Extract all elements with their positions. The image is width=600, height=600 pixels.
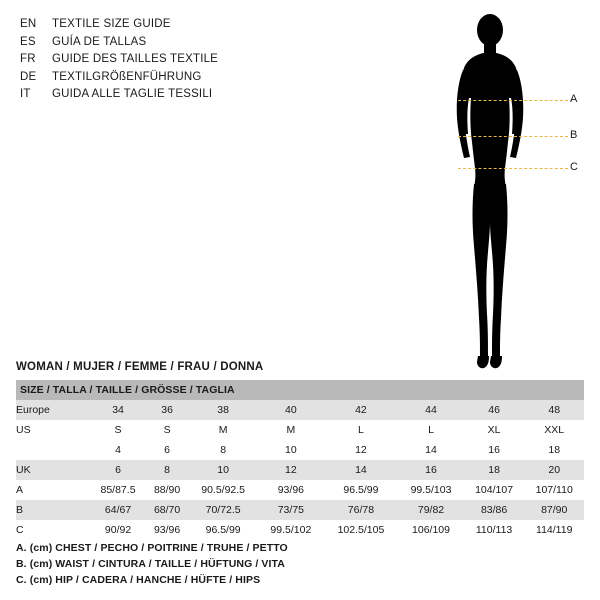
row-cell: 99.5/103 bbox=[398, 480, 463, 500]
table-row bbox=[16, 520, 584, 540]
row-cell: 16 bbox=[464, 440, 525, 460]
measurement-legend bbox=[16, 540, 288, 588]
row-cell: 106/109 bbox=[398, 520, 463, 540]
row-cell: 88/90 bbox=[146, 480, 188, 500]
row-cell: 68/70 bbox=[146, 500, 188, 520]
row-cell: L bbox=[398, 420, 463, 440]
row-cell: 85/87.5 bbox=[90, 480, 146, 500]
language-code-de: DE bbox=[20, 70, 37, 83]
row-cell: 38 bbox=[188, 400, 258, 420]
measure-line-c bbox=[458, 168, 568, 169]
language-code-en: EN bbox=[20, 18, 37, 30]
row-label bbox=[16, 440, 90, 460]
row-cell: S bbox=[90, 420, 146, 440]
row-cell: L bbox=[324, 420, 399, 440]
row-cell: 8 bbox=[188, 440, 258, 460]
section-title-woman: WOMAN / MUJER / FEMME / FRAU / DONNA bbox=[16, 361, 264, 373]
row-label: C bbox=[16, 520, 90, 540]
language-row-it bbox=[20, 86, 350, 104]
row-cell: 14 bbox=[324, 460, 399, 480]
measure-line-b bbox=[458, 136, 568, 137]
row-cell: 42 bbox=[324, 400, 399, 420]
row-cell: 6 bbox=[146, 440, 188, 460]
silhouette-icon bbox=[430, 8, 590, 378]
language-text-es: GUÍA DE TALLAS bbox=[52, 35, 147, 48]
row-cell: 90.5/92.5 bbox=[188, 480, 258, 500]
row-cell: 96.5/99 bbox=[324, 480, 399, 500]
row-cell: 96.5/99 bbox=[188, 520, 258, 540]
row-cell: 46 bbox=[464, 400, 525, 420]
size-table-wrap bbox=[16, 380, 584, 540]
legend-line-c: C. (cm) HIP / CADERA / HANCHE / HÜFTE / HIPS bbox=[16, 574, 261, 586]
row-cell: 12 bbox=[258, 460, 323, 480]
row-cell: 114/119 bbox=[524, 520, 584, 540]
measure-line-a bbox=[458, 100, 568, 101]
row-cell: XL bbox=[464, 420, 525, 440]
table-row bbox=[16, 480, 584, 500]
row-cell: 93/96 bbox=[146, 520, 188, 540]
row-cell: 10 bbox=[258, 440, 323, 460]
row-label: B bbox=[16, 500, 90, 520]
row-cell: 90/92 bbox=[90, 520, 146, 540]
row-cell: 18 bbox=[464, 460, 525, 480]
row-cell: 4 bbox=[90, 440, 146, 460]
row-cell: XXL bbox=[524, 420, 584, 440]
row-cell: 110/113 bbox=[464, 520, 525, 540]
row-cell: 18 bbox=[524, 440, 584, 460]
row-cell: 76/78 bbox=[324, 500, 399, 520]
measure-label-c: C bbox=[570, 161, 578, 173]
row-cell: 10 bbox=[188, 460, 258, 480]
row-cell: 14 bbox=[398, 440, 463, 460]
row-cell: 70/72.5 bbox=[188, 500, 258, 520]
table-row bbox=[16, 500, 584, 520]
row-cell: M bbox=[188, 420, 258, 440]
row-cell: 34 bbox=[90, 400, 146, 420]
row-cell: 104/107 bbox=[464, 480, 525, 500]
row-cell: 102.5/105 bbox=[324, 520, 399, 540]
female-silhouette-figure bbox=[430, 8, 590, 378]
language-code-fr: FR bbox=[20, 53, 36, 66]
row-cell: 16 bbox=[398, 460, 463, 480]
row-label: A bbox=[16, 480, 90, 500]
language-row-fr bbox=[20, 51, 350, 69]
table-header-label: SIZE / TALLA / TAILLE / GRÖSSE / TAGLIA bbox=[16, 380, 584, 400]
row-cell: 73/75 bbox=[258, 500, 323, 520]
row-label: US bbox=[16, 420, 90, 440]
row-cell: 107/110 bbox=[524, 480, 584, 500]
row-cell: 20 bbox=[524, 460, 584, 480]
size-table bbox=[16, 380, 584, 540]
row-cell: S bbox=[146, 420, 188, 440]
legend-line-a: A. (cm) CHEST / PECHO / POITRINE / TRUHE / PETTO bbox=[16, 542, 288, 554]
language-row-en bbox=[20, 16, 350, 34]
language-row-es bbox=[20, 34, 350, 52]
row-cell: 87/90 bbox=[524, 500, 584, 520]
legend-line-b: B. (cm) WAIST / CINTURA / TAILLE / HÜFTUNG / VITA bbox=[16, 558, 285, 570]
row-cell: M bbox=[258, 420, 323, 440]
row-cell: 12 bbox=[324, 440, 399, 460]
row-label: UK bbox=[16, 460, 90, 480]
measure-label-b: B bbox=[570, 129, 578, 141]
row-cell: 93/96 bbox=[258, 480, 323, 500]
language-text-fr: GUIDE DES TAILLES TEXTILE bbox=[52, 53, 219, 66]
table-header-row bbox=[16, 380, 584, 400]
row-cell: 36 bbox=[146, 400, 188, 420]
measure-label-a: A bbox=[570, 93, 578, 105]
row-cell: 79/82 bbox=[398, 500, 463, 520]
language-code-it: IT bbox=[20, 88, 31, 101]
row-label: Europe bbox=[16, 400, 90, 420]
row-cell: 99.5/102 bbox=[258, 520, 323, 540]
language-text-it: GUIDA ALLE TAGLIE TESSILI bbox=[52, 88, 213, 101]
table-row bbox=[16, 460, 584, 480]
row-cell: 64/67 bbox=[90, 500, 146, 520]
row-cell: 83/86 bbox=[464, 500, 525, 520]
row-cell: 48 bbox=[524, 400, 584, 420]
language-text-en: TEXTILE SIZE GUIDE bbox=[52, 18, 171, 30]
row-cell: 6 bbox=[90, 460, 146, 480]
table-row bbox=[16, 440, 584, 460]
table-row bbox=[16, 420, 584, 440]
language-code-es: ES bbox=[20, 35, 36, 48]
row-cell: 44 bbox=[398, 400, 463, 420]
language-text-de: TEXTILGRÖßENFÜHRUNG bbox=[52, 70, 202, 83]
row-cell: 8 bbox=[146, 460, 188, 480]
table-row bbox=[16, 400, 584, 420]
row-cell: 40 bbox=[258, 400, 323, 420]
language-list bbox=[20, 16, 350, 104]
language-row-de bbox=[20, 69, 350, 87]
